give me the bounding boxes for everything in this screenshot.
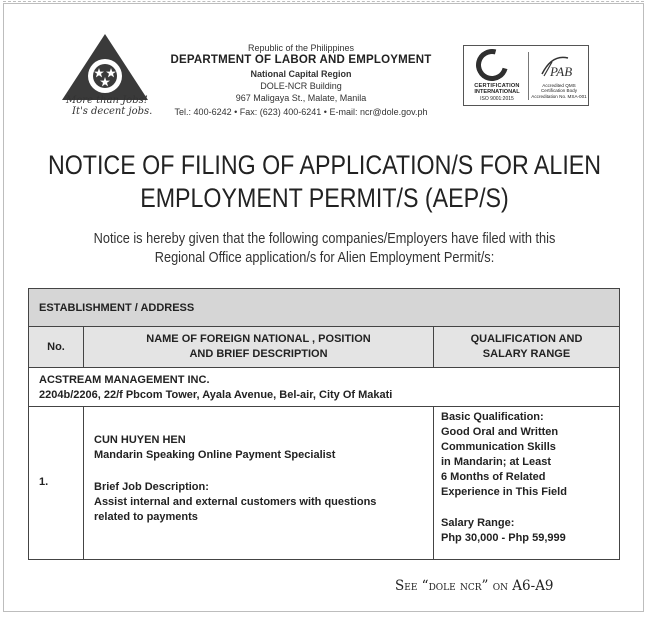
top-dashed-line <box>3 1 644 2</box>
col-name-label-2: AND BRIEF DESCRIPTION <box>189 348 328 360</box>
cert-line-2: INTERNATIONAL <box>474 89 520 95</box>
region-name: National Capital Region <box>250 69 352 79</box>
position-title: Mandarin Speaking Online Payment Specialist <box>94 449 336 461</box>
col-qual-label-1: QUALIFICATION AND <box>470 333 583 345</box>
entry-no-cell <box>29 407 84 559</box>
establishment-header-row <box>28 288 620 327</box>
qualification-line-1: Good Oral and Written <box>441 426 559 438</box>
col-no-header <box>29 327 84 367</box>
cert-divider <box>528 52 529 100</box>
certification-ring-icon <box>470 43 514 87</box>
company-row <box>28 367 620 407</box>
qualification-line-3: in Mandarin; at Least <box>441 456 552 468</box>
qualification-line-4: 6 Months of Related <box>441 471 546 483</box>
qualification-label: Basic Qualification: <box>441 411 544 423</box>
pab-accreditation-text: Accredited QMS Certification Body Accreditation No. MSA-001 <box>531 83 587 99</box>
foreign-national-name: CUN HUYEN HEN <box>94 434 186 446</box>
qualification-line-2: Communication Skills <box>441 441 556 453</box>
company-address: 2204b/2206, 22/f Pbcom Tower, Ayala Avenue, Bel-air, City Of Makati <box>39 389 393 401</box>
entry-qual-cell <box>434 407 619 559</box>
notice-title-line-1: NOTICE OF FILING OF APPLICATION/S FOR ALIEN <box>47 150 602 180</box>
cert-iso: ISO 9001:2015 <box>480 96 514 102</box>
logo-tagline-2: It's decent jobs. <box>72 106 153 117</box>
logo-tagline-1: More than Jobs! <box>66 95 148 106</box>
building-name: DOLE-NCR Building <box>260 81 342 91</box>
col-no-label: No. <box>47 341 65 353</box>
notice-title-line-2: EMPLOYMENT PERMIT/S (AEP/S) <box>140 183 509 213</box>
pab-logo-icon <box>538 52 580 82</box>
department-name: DEPARTMENT OF LABOR AND EMPLOYMENT <box>170 54 432 66</box>
establishment-header: ESTABLISHMENT / ADDRESS <box>39 302 195 314</box>
column-header-row <box>28 326 620 368</box>
table-row <box>28 406 620 560</box>
salary-range-label: Salary Range: <box>441 517 515 529</box>
notice-text-line-1: Notice is hereby given that the following companies/Employers have filed with this <box>93 231 556 247</box>
col-name-header <box>84 327 434 367</box>
see-reference: See “dole ncr” on A6-A9 <box>395 578 554 594</box>
col-name-label-1: NAME OF FOREIGN NATIONAL , POSITION <box>146 333 371 345</box>
contact-info: Tel.: 400-6242 • Fax: (623) 400-6241 • E-mail: ncr@dole.gov.ph <box>174 107 428 117</box>
qualification-line-5: Experience in This Field <box>441 486 567 498</box>
certification-box <box>463 45 589 106</box>
col-qual-header <box>434 327 619 367</box>
entry-number: 1. <box>39 476 49 488</box>
salary-range-value: Php 30,000 - Php 59,999 <box>441 532 566 544</box>
cert-line-1: CERTIFICATION <box>474 83 520 89</box>
notice-text-line-2: Regional Office application/s for Alien Employment Permit/s: <box>154 250 495 266</box>
entry-name-cell <box>84 407 434 559</box>
office-address: 967 Maligaya St., Malate, Manila <box>235 93 367 103</box>
pab-label: PAB <box>550 64 573 79</box>
republic-label: Republic of the Philippines <box>247 43 355 53</box>
company-name: ACSTREAM MANAGEMENT INC. <box>39 374 210 386</box>
job-description-line-2: related to payments <box>94 511 198 523</box>
col-qual-label-2: SALARY RANGE <box>482 348 571 360</box>
job-description-label: Brief Job Description: <box>94 481 209 493</box>
job-description-line-1: Assist internal and external customers with questions <box>94 496 377 508</box>
